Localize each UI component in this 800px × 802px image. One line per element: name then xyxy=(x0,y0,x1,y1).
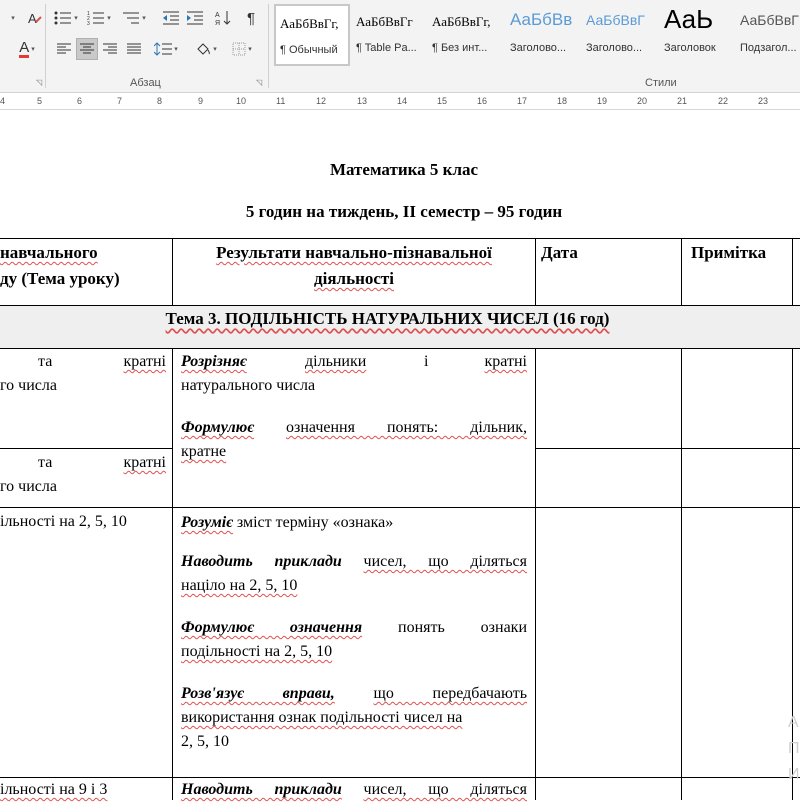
style-normal[interactable] xyxy=(274,4,350,66)
ruler-tick: 7 xyxy=(117,96,123,106)
style-name: ¶ Table Pa... xyxy=(356,42,417,54)
shading-button[interactable] xyxy=(190,38,222,60)
borders-icon xyxy=(232,42,246,56)
borders-button[interactable] xyxy=(226,38,258,60)
table-border xyxy=(681,238,682,305)
result-examples-2 xyxy=(181,778,527,802)
align-left-button[interactable] xyxy=(54,38,74,60)
ruler-tick: 5 xyxy=(37,96,43,106)
table-border xyxy=(681,348,682,800)
ruler-tick: 17 xyxy=(517,96,528,106)
header-results-column xyxy=(176,240,532,292)
result-verb: Наводить приклади xyxy=(181,781,342,798)
result-understand xyxy=(181,511,527,535)
result-verb: Формулює xyxy=(181,419,254,436)
ruler-tick: 4 xyxy=(0,96,6,106)
watermark-line: П xyxy=(788,740,800,757)
styles-gallery xyxy=(272,4,800,68)
clear-formatting-button[interactable] xyxy=(24,7,46,29)
watermark-line: А xyxy=(788,714,799,731)
watermark-line: И xyxy=(788,766,800,783)
ruler-tick: 6 xyxy=(77,96,83,106)
ruler-tick: 15 xyxy=(437,96,448,106)
style-name: Заголовок xyxy=(664,42,716,54)
lesson-3-topic: ільності на 2, 5, 10 xyxy=(0,513,127,530)
ruler-tick: 16 xyxy=(477,96,488,106)
result-line: 2, 5, 10 xyxy=(181,733,229,750)
caret-down-icon: ▾ xyxy=(142,15,146,22)
result-word: кратні xyxy=(484,353,527,370)
ribbon xyxy=(0,0,800,93)
result-verb: Розрізняє xyxy=(181,353,247,370)
caret-down-icon: ▾ xyxy=(31,46,35,53)
ruler-tick: 11 xyxy=(276,96,286,106)
lesson-4-topic: ільності на 9 і 3 xyxy=(0,781,108,798)
header-topic-line-2: ду (Тема уроку) xyxy=(0,269,120,288)
style-sample: АаБбВвГг, xyxy=(280,16,339,31)
numbered-list-icon xyxy=(87,11,105,25)
styles-group-label: Стили xyxy=(645,77,677,89)
header-results-line-1: Результати навчально-пізнавальної xyxy=(216,243,492,262)
text-effects-button[interactable] xyxy=(4,7,20,29)
ruler-tick: 19 xyxy=(597,96,608,106)
header-topic-line-1: навчального xyxy=(0,243,98,262)
header-note-column: Примітка xyxy=(691,243,767,262)
style-sample: АаБбВвГ xyxy=(586,12,645,28)
ruler-tick: 14 xyxy=(397,96,408,106)
lesson-2-word: та xyxy=(38,454,53,471)
result-word: дільники xyxy=(305,353,367,370)
result-text: чисел, що діляться xyxy=(363,553,527,570)
align-right-icon xyxy=(103,43,117,55)
style-heading-1[interactable] xyxy=(506,4,582,66)
result-formulate-signs xyxy=(181,616,527,664)
result-word: і xyxy=(424,353,429,370)
table-border xyxy=(172,348,173,800)
ruler-tick: 23 xyxy=(758,96,769,106)
result-line: кратне xyxy=(181,443,227,460)
svg-text:Я: Я xyxy=(215,20,221,26)
style-table-paragraph[interactable] xyxy=(352,4,428,66)
table-border xyxy=(172,238,173,305)
sort-button[interactable] xyxy=(212,7,234,29)
style-name: Заголово... xyxy=(510,42,567,54)
ruler-tick: 12 xyxy=(316,96,327,106)
ruler-tick: 10 xyxy=(236,96,247,106)
table-border xyxy=(535,238,536,305)
result-line: використання ознак подільності чисел на xyxy=(181,709,463,726)
result-verb: Наводить приклади xyxy=(181,553,342,570)
ruler-tick: 13 xyxy=(357,96,368,106)
topic-heading: Тема 3. ПОДІЛЬНІСТЬ НАТУРАЛЬНИХ ЧИСЕЛ (16 год) xyxy=(165,309,610,328)
ruler-tick: 21 xyxy=(677,96,688,106)
header-topic-column xyxy=(0,240,166,292)
caret-down-icon: ▾ xyxy=(174,46,178,53)
table-border xyxy=(0,348,800,349)
caret-down-icon: ▾ xyxy=(248,46,252,53)
bullet-list-icon xyxy=(54,11,72,25)
svg-text:A: A xyxy=(28,11,37,26)
lesson-1-topic xyxy=(0,350,166,398)
result-text: означення понять: дільник, xyxy=(286,419,528,436)
document-page[interactable] xyxy=(0,110,800,800)
style-sample: АаБбВвГг xyxy=(356,14,413,29)
bullets-button[interactable] xyxy=(52,7,80,29)
font-color-button[interactable] xyxy=(10,38,44,60)
result-formulate xyxy=(181,416,527,464)
svg-text:A: A xyxy=(215,12,220,19)
table-border xyxy=(0,507,800,508)
justify-icon xyxy=(127,43,141,55)
activation-watermark xyxy=(788,710,800,788)
paragraph-dialog-launcher-icon[interactable]: ◹ xyxy=(256,78,263,87)
svg-text:1: 1 xyxy=(87,11,91,17)
paragraph-group-label: Абзац xyxy=(130,77,161,89)
numbering-button[interactable] xyxy=(84,7,114,29)
clear-formatting-icon xyxy=(27,10,43,26)
result-distinguish xyxy=(181,350,527,398)
result-verb: Розуміє xyxy=(181,514,233,531)
style-no-spacing[interactable] xyxy=(428,4,504,66)
style-sample: АаБбВвГг, xyxy=(432,14,491,29)
font-color-icon: A xyxy=(19,39,30,56)
ruler-tick: 9 xyxy=(198,96,204,106)
align-left-icon xyxy=(57,43,71,55)
document-title: Математика 5 клас xyxy=(329,160,479,179)
result-verb: Розв'язує вправи, xyxy=(181,685,335,702)
lesson-1-word: та xyxy=(38,353,53,370)
lesson-2-word: кратні xyxy=(123,454,166,471)
result-text: зміст терміну «ознака» xyxy=(236,514,394,531)
header-date-column: Дата xyxy=(541,243,578,262)
line-spacing-icon xyxy=(154,42,172,56)
table-border xyxy=(0,238,800,239)
caret-down-icon: ▾ xyxy=(11,15,15,22)
result-text: чисел, що діляться xyxy=(363,781,527,798)
result-verb: Формулює означення xyxy=(181,619,363,636)
show-formatting-marks-button[interactable] xyxy=(240,7,262,29)
table-border xyxy=(0,305,800,306)
result-line: націло на 2, 5, 10 xyxy=(181,577,298,594)
align-right-button[interactable] xyxy=(100,38,120,60)
lesson-1-word: кратні xyxy=(123,353,166,370)
ruler-tick: 18 xyxy=(557,96,568,106)
document-subtitle: 5 годин на тиждень, ІІ семестр – 95 годин xyxy=(245,202,563,221)
result-line: натурального числа xyxy=(181,377,316,394)
style-subtitle[interactable] xyxy=(736,4,800,66)
decrease-indent-icon xyxy=(162,11,180,25)
caret-down-icon: ▾ xyxy=(74,15,78,22)
table-border xyxy=(535,448,800,449)
style-name: Заголово... xyxy=(586,42,643,54)
table-border xyxy=(792,238,793,305)
ruler-tick: 8 xyxy=(157,96,163,106)
caret-down-icon: ▾ xyxy=(107,15,111,22)
result-text: понять ознаки xyxy=(398,619,527,636)
style-heading-2[interactable] xyxy=(582,4,658,66)
table-border xyxy=(0,448,172,449)
result-text: що передбачають xyxy=(373,685,528,702)
style-name: ¶ Обычный xyxy=(280,44,338,56)
lesson-1-line-2: го числа xyxy=(0,377,57,394)
style-name: Подзагол... xyxy=(740,42,797,54)
group-divider xyxy=(45,4,46,88)
header-results-line-2: діяльності xyxy=(314,269,394,288)
align-center-button[interactable] xyxy=(76,38,98,60)
align-center-icon xyxy=(80,43,94,55)
result-line: подільності на 2, 5, 10 xyxy=(181,643,333,660)
style-sample: АаБбВвГ xyxy=(740,12,799,28)
result-examples xyxy=(181,550,527,598)
multilevel-list-icon xyxy=(122,11,140,25)
ruler-tick: 20 xyxy=(637,96,648,106)
style-sample: АаЬ xyxy=(664,4,714,34)
multilevel-list-button[interactable] xyxy=(118,7,150,29)
pilcrow-icon: ¶ xyxy=(246,9,256,27)
ruler-tick: 22 xyxy=(718,96,729,106)
justify-button[interactable] xyxy=(124,38,144,60)
table-border xyxy=(535,348,536,800)
lesson-2-topic xyxy=(0,451,166,499)
increase-indent-button[interactable] xyxy=(184,7,206,29)
horizontal-ruler[interactable] xyxy=(0,93,800,110)
style-name: ¶ Без инт... xyxy=(432,42,488,54)
increase-indent-icon xyxy=(186,11,204,25)
style-title[interactable] xyxy=(660,4,736,66)
caret-down-icon: ▾ xyxy=(213,46,217,53)
line-spacing-button[interactable] xyxy=(150,38,182,60)
paint-bucket-icon xyxy=(195,41,211,57)
style-sample: АаБбВв xyxy=(510,10,573,29)
result-solve xyxy=(181,682,527,754)
font-dialog-launcher-icon[interactable]: ◹ xyxy=(36,78,43,87)
lesson-2-line-2: го числа xyxy=(0,478,57,495)
group-divider xyxy=(268,4,269,88)
decrease-indent-button[interactable] xyxy=(160,7,182,29)
svg-text:2: 2 xyxy=(87,16,91,22)
svg-text:3: 3 xyxy=(87,21,91,25)
sort-icon xyxy=(215,10,231,26)
